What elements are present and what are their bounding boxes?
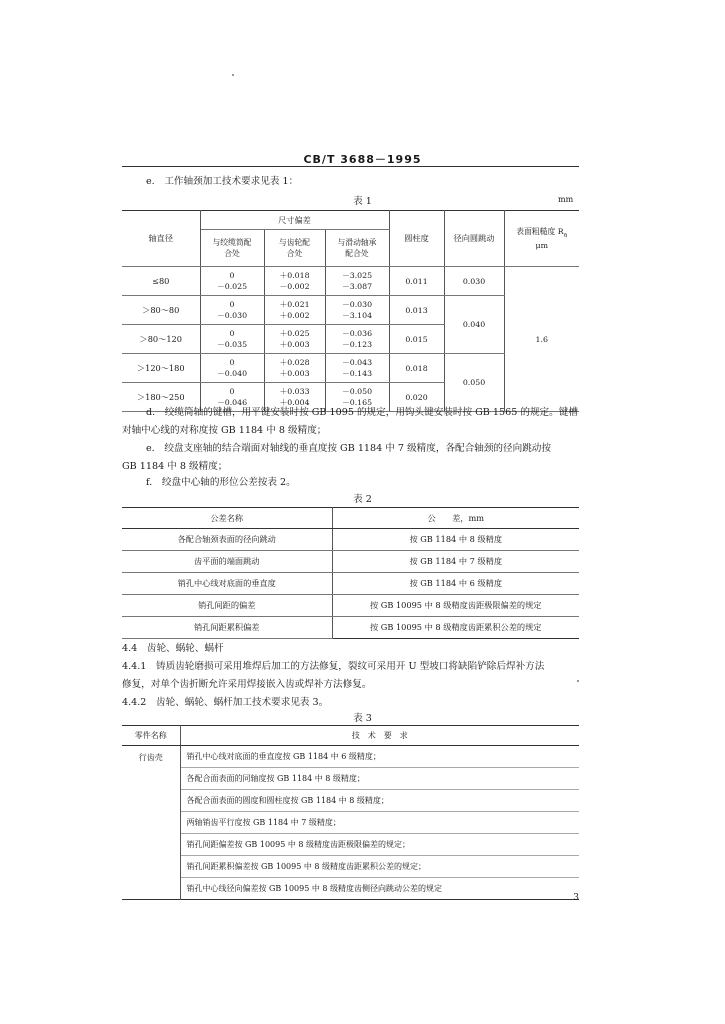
table1-unit: mm: [558, 195, 574, 204]
th-part-name: 零件名称: [122, 726, 180, 746]
table-3: [122, 725, 579, 900]
section-4-4-1: 4.4.1 铸质齿轮磨损可采用堆焊后加工的方法修复，裂纹可采用开 U 型坡口将缺陷铲除后焊补方法 修复，对单个齿折断允许采用焊接嵌入齿或焊补方法修复。: [122, 661, 545, 690]
th-surface-roughness: 表面粗糙度 $R_a$ μm: [504, 211, 579, 267]
table-row: 销孔间距累积偏差 按 GB 10095 中 8 级精度齿距累积公差的规定: [122, 617, 579, 639]
section-4-4-heading: 4.4 齿轮、蜗轮、蜗杆: [122, 643, 224, 654]
table-row: ＞80～80 0 －0.030 ＋0.021 ＋0.002 －0.030 －3.104 0.013 0.040: [122, 296, 579, 325]
scan-speck: [232, 74, 234, 76]
table-row: 齿平面的端面跳动 按 GB 1184 中 7 级精度: [122, 551, 579, 573]
table-row: 销孔中心线对底面的垂直度 按 GB 1184 中 6 级精度: [122, 573, 579, 595]
table-row: ＞180～250 0 －0.046 ＋0.033 ＋0.004 －0.050 －0.165 0.020: [122, 383, 579, 412]
th-bearing-fit: 与滑动轴承配合处: [325, 230, 389, 267]
th-gear-fit: 与齿轮配合处: [264, 230, 325, 267]
th-technical-requirements: 技 术 要 求: [180, 726, 579, 746]
table-row: 销孔间距的偏差 按 GB 10095 中 8 级精度齿距极限偏差的规定: [122, 595, 579, 617]
th-diameter: 轴直径: [122, 211, 200, 267]
part-name-cell: 行齿壳: [122, 746, 180, 900]
table1-caption: 表 1: [353, 196, 372, 207]
runout-value: 0.050: [444, 354, 504, 412]
table-row: 销孔间距累积偏差按 GB 10095 中 8 级精度齿距累积公差的规定；: [122, 856, 579, 878]
header-rule: [122, 166, 579, 167]
table-1: [122, 210, 579, 412]
table2-caption: 表 2: [353, 494, 372, 505]
roughness-value: 1.6: [504, 267, 579, 412]
paragraph-d: d. 绞缆筒轴的键槽，用平键安装时按 GB 1095 的规定，用钩头键安装时按 GB 1565 的规定。键槽 对轴中心线的对称度按 GB 1184 中 8 级精度；: [122, 407, 578, 436]
th-tolerance: 公 差，mm: [332, 508, 579, 529]
table-row: ＞120～180 0 －0.040 ＋0.028 ＋0.003 －0.043 －0.143 0.018 0.050: [122, 354, 579, 383]
th-tolerance-name: 公差名称: [122, 508, 332, 529]
th-drum-fit: 与绞缆筒配合处: [200, 230, 264, 267]
runout-value: 0.040: [444, 296, 504, 354]
table-row: 销孔间距偏差按 GB 10095 中 8 级精度齿距极限偏差的规定；: [122, 834, 579, 856]
table-row: 两轴销齿平行度按 GB 1184 中 7 级精度；: [122, 812, 579, 834]
standard-code-header: CB/T 3688－1995: [303, 153, 422, 166]
table-row: 各配合轴颈表面的径向跳动 按 GB 1184 中 8 级精度: [122, 529, 579, 551]
th-roundness: 圆柱度: [389, 211, 444, 267]
table-2: [122, 507, 579, 639]
page-number: 3: [573, 893, 579, 903]
table-row: 销孔中心线径向偏差按 GB 10095 中 8 级精度齿侧径向跳动公差的规定: [186, 884, 443, 893]
table-row: ＞80～120 0 －0.035 ＋0.025 ＋0.003 －0.036 －0.123 0.015: [122, 325, 579, 354]
table-row: 各配合面表面的同轴度按 GB 1184 中 8 级精度；: [122, 768, 579, 790]
th-radial-runout: 径向圆跳动: [444, 211, 504, 267]
table3-caption: 表 3: [353, 713, 372, 724]
runout-value: 0.030: [444, 267, 504, 296]
table-row: ≤80 0 －0.025 ＋0.018 －0.002 －3.025 －3.087 0.011 0.030 1.6: [122, 267, 579, 296]
table-row: 各配合面表面的圆度和圆柱度按 GB 1184 中 8 级精度；: [122, 790, 579, 812]
section-e-intro: e. 工作轴颈加工技术要求见表 1：: [146, 176, 299, 187]
table-row: 行齿壳 销孔中心线对底面的垂直度按 GB 1184 中 6 级精度；: [122, 746, 579, 768]
section-4-4-2: 4.4.2 齿轮、蜗轮、蜗杆加工技术要求见表 3。: [122, 697, 329, 708]
paragraph-e: e. 绞盘支座轴的结合端面对轴线的垂直度按 GB 1184 中 7 级精度，各配合轴颈的径向跳动按 GB 1184 中 8 级精度；: [122, 443, 551, 472]
th-dimension-tolerance: 尺寸偏差: [200, 211, 389, 230]
paragraph-f: f. 绞盘中心轴的形位公差按表 2。: [146, 477, 296, 488]
scan-speck: [577, 680, 579, 682]
